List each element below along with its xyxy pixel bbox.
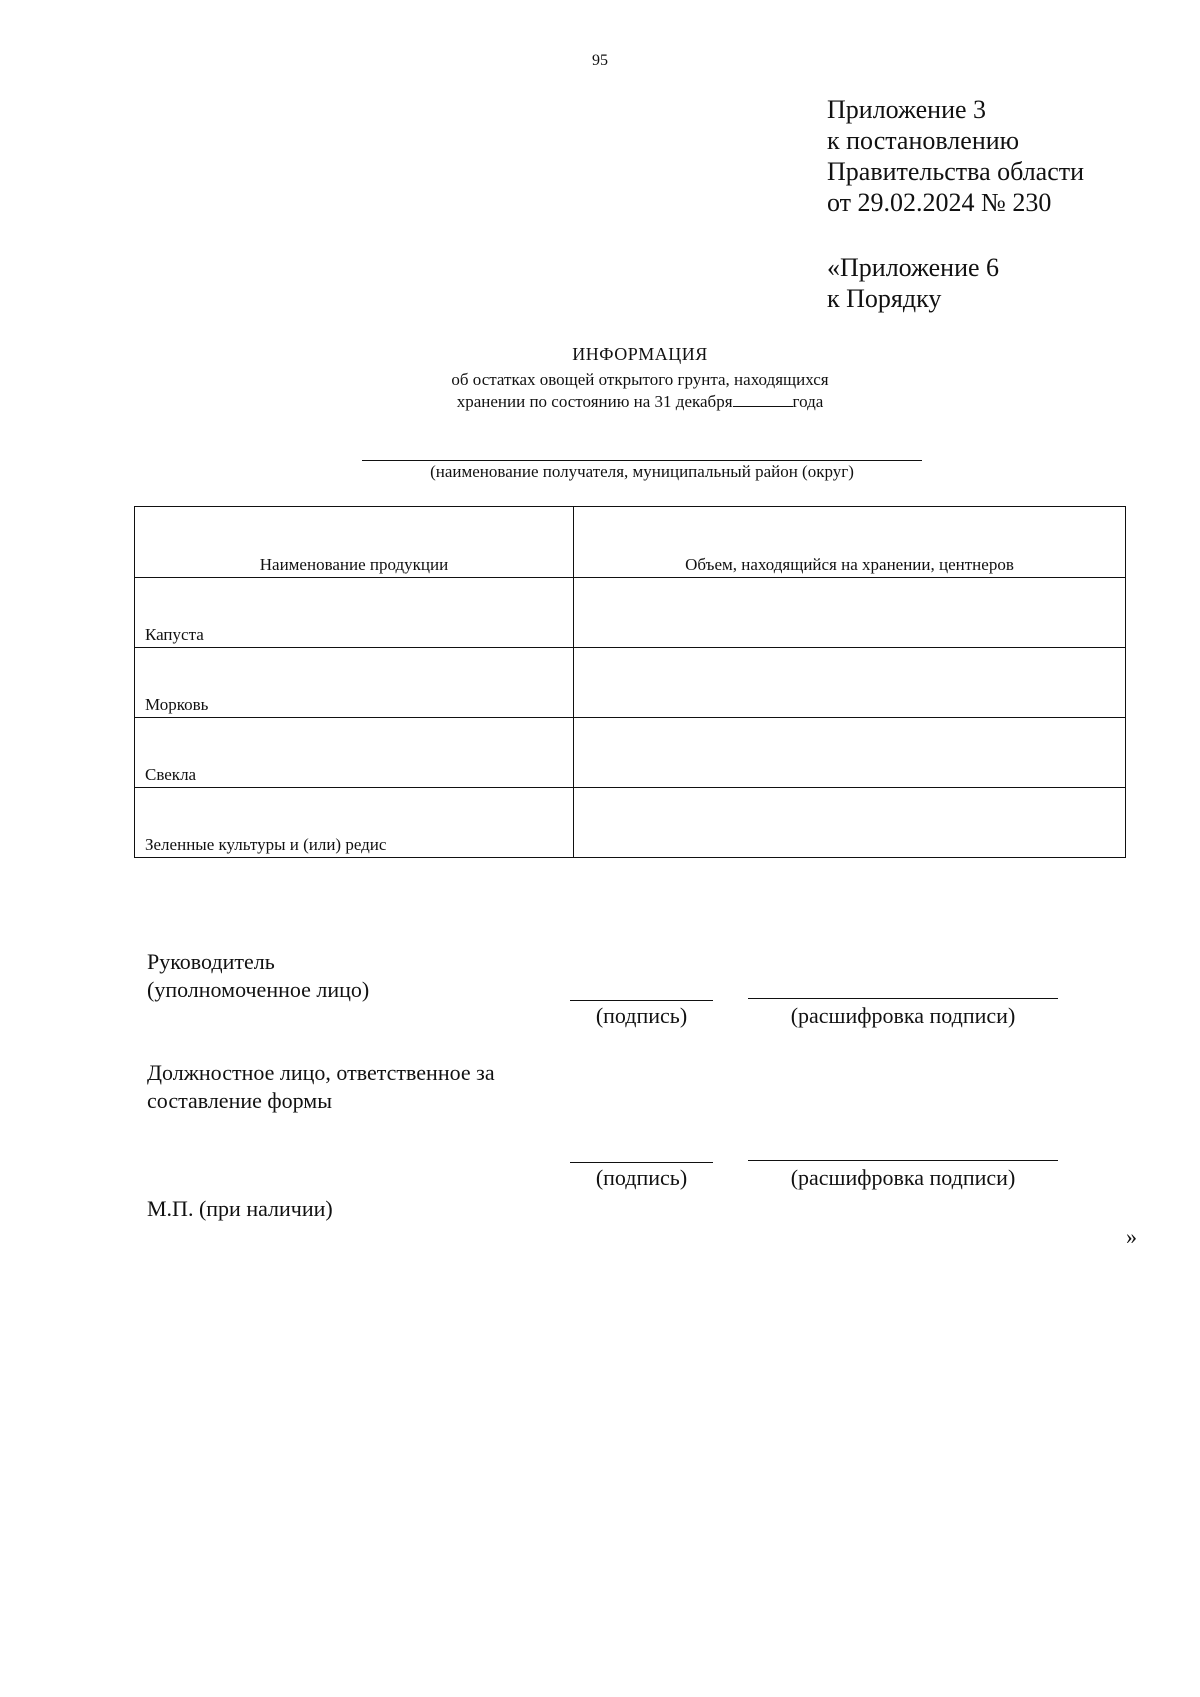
product-cell: Зеленные культуры и (или) редис bbox=[135, 788, 574, 858]
header-storage-volume: Объем, находящийся на хранении, центнеров bbox=[574, 507, 1126, 578]
subtitle-line-2 bbox=[0, 391, 1200, 413]
header-product-name: Наименование продукции bbox=[135, 507, 574, 578]
subtitle-year-suffix: года bbox=[792, 392, 824, 411]
head-label-line-1: Руководитель bbox=[147, 949, 275, 974]
document-title: ИНФОРМАЦИЯ bbox=[572, 344, 708, 364]
responsible-signature-field[interactable] bbox=[570, 1162, 713, 1163]
appendix-line: Приложение 3 bbox=[827, 95, 987, 124]
head-signature-field[interactable] bbox=[570, 1000, 713, 1001]
appendix-order-header bbox=[827, 252, 999, 314]
table-row bbox=[135, 578, 1126, 648]
page-number: 95 bbox=[592, 52, 608, 69]
appendix-order-line: к Порядку bbox=[827, 284, 942, 313]
volume-cell[interactable] bbox=[574, 578, 1126, 648]
volume-cell[interactable] bbox=[574, 788, 1126, 858]
vegetable-stock-table bbox=[134, 506, 1126, 858]
appendix-line: к постановлению bbox=[827, 126, 1020, 155]
head-signature-decode-field[interactable] bbox=[748, 998, 1058, 999]
closing-quote: » bbox=[1126, 1224, 1137, 1249]
table-row bbox=[135, 718, 1126, 788]
appendix-line: от 29.02.2024 № 230 bbox=[827, 188, 1052, 217]
appendix-line: Правительства области bbox=[827, 157, 1085, 186]
table-row bbox=[135, 788, 1126, 858]
head-decode-caption: (расшифровка подписи) bbox=[790, 1003, 1016, 1028]
document-subtitle bbox=[0, 369, 1200, 413]
head-label-line-2: (уполномоченное лицо) bbox=[147, 977, 370, 1002]
volume-cell[interactable] bbox=[574, 648, 1126, 718]
product-cell: Морковь bbox=[135, 648, 574, 718]
recipient-name-field[interactable] bbox=[362, 460, 922, 461]
head-signature-caption: (подпись) bbox=[595, 1003, 688, 1028]
stamp-note: М.П. (при наличии) bbox=[147, 1196, 333, 1221]
responsible-label-line-2: составление формы bbox=[147, 1088, 333, 1113]
responsible-signature-decode-field[interactable] bbox=[748, 1160, 1058, 1161]
table-row bbox=[135, 648, 1126, 718]
responsible-decode-caption: (расшифровка подписи) bbox=[790, 1165, 1016, 1190]
responsible-signature-label bbox=[147, 1059, 495, 1115]
subtitle-line-1: об остатках овощей открытого грунта, находящихся bbox=[451, 370, 829, 389]
appendix-order-line: «Приложение 6 bbox=[827, 253, 1000, 282]
recipient-caption: (наименование получателя, муниципальный район (округ) bbox=[430, 462, 854, 481]
product-cell: Капуста bbox=[135, 578, 574, 648]
table-header-row bbox=[135, 507, 1126, 578]
product-cell: Свекла bbox=[135, 718, 574, 788]
year-blank-field[interactable] bbox=[733, 392, 793, 407]
head-signature-label bbox=[147, 948, 369, 1004]
responsible-label-line-1: Должностное лицо, ответственное за bbox=[147, 1060, 495, 1085]
subtitle-date-prefix: хранении по состоянию на 31 декабря bbox=[456, 392, 733, 411]
responsible-signature-caption: (подпись) bbox=[595, 1165, 688, 1190]
appendix-header bbox=[827, 94, 1084, 218]
volume-cell[interactable] bbox=[574, 718, 1126, 788]
